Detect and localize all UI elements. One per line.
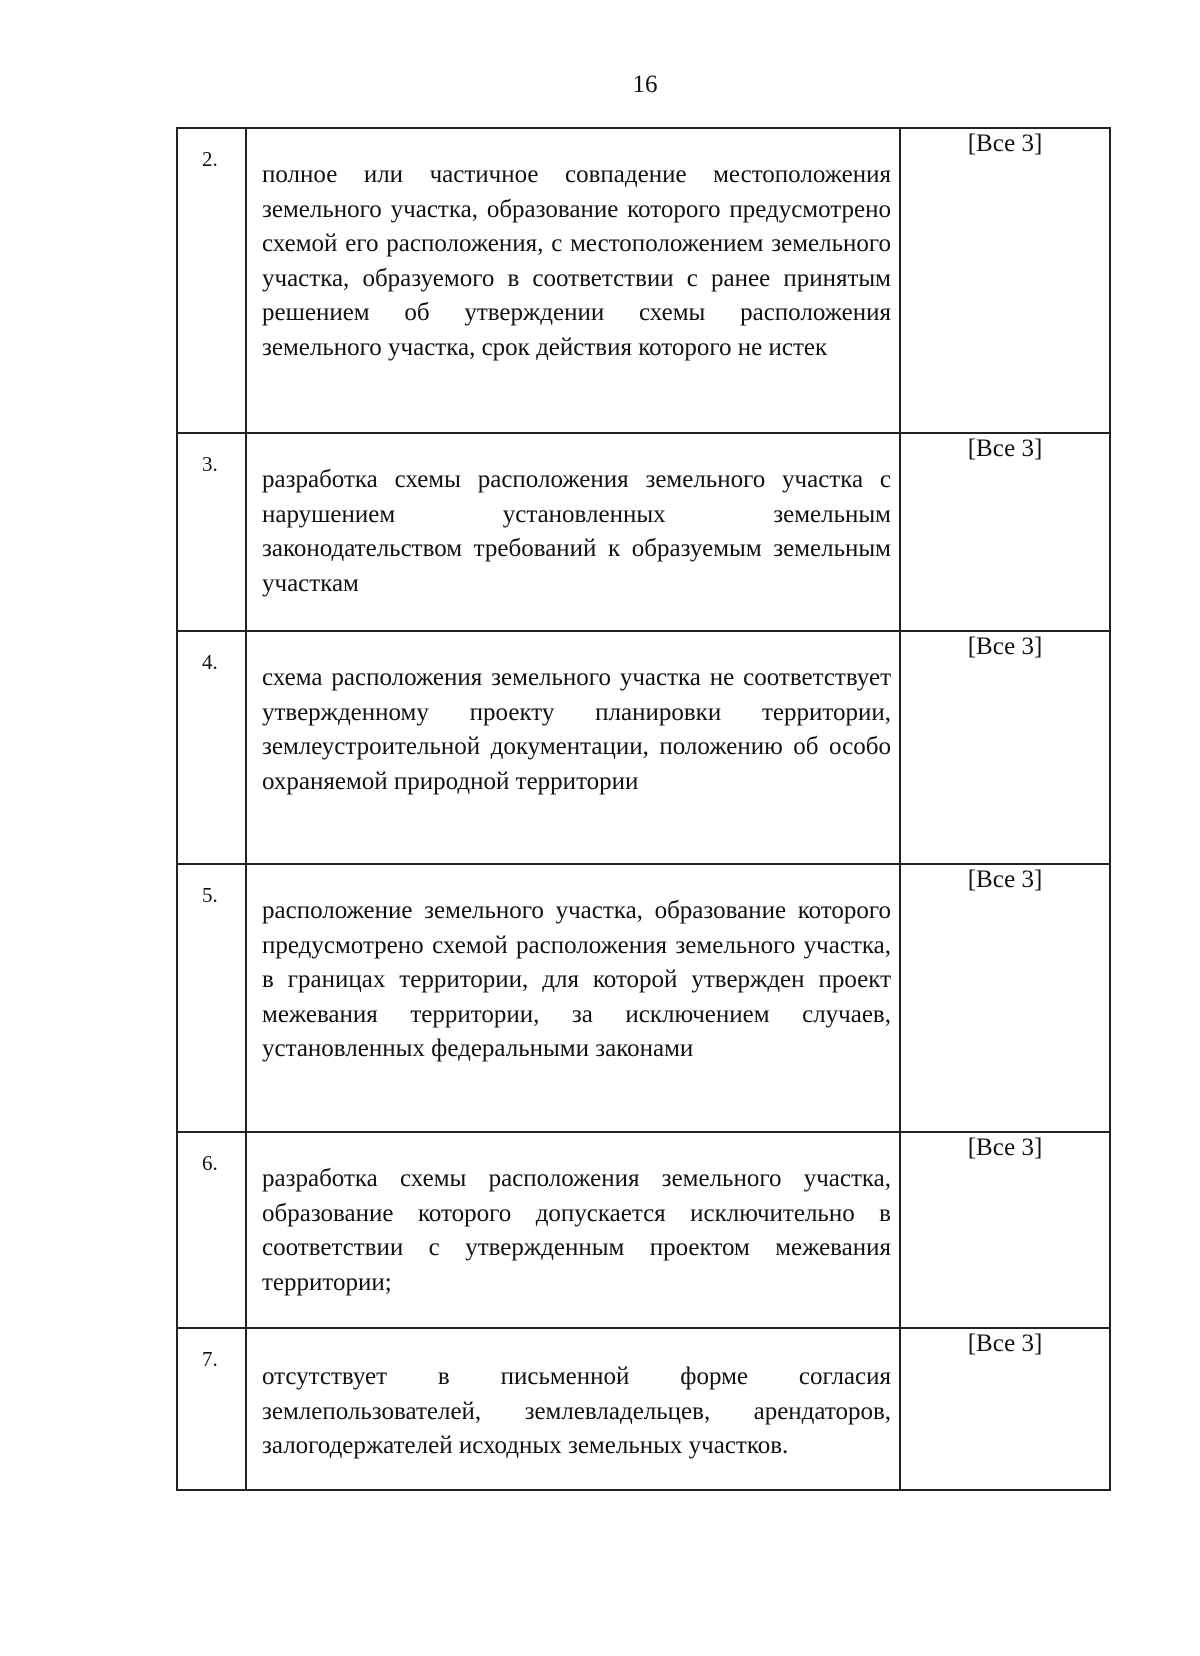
row-text-cell: [246, 864, 900, 1132]
table-row: [177, 433, 1110, 631]
row-text-cell: [246, 631, 900, 864]
page-number: 16: [632, 71, 658, 98]
row-reference: [Все 3]: [967, 866, 1043, 893]
row-number: 7.: [202, 1347, 218, 1371]
row-number-cell: [177, 1132, 246, 1328]
row-text: схема расположения земельного участка не соответствует утвержденному проекту планировки территории, землеустроительной документации, положению об особо охраняемой природной территории: [262, 664, 891, 795]
row-number: 5.: [202, 883, 218, 907]
row-reference: [Все 3]: [967, 1330, 1043, 1357]
row-text-cell: [246, 1132, 900, 1328]
row-number: 3.: [202, 452, 218, 476]
row-number-cell: [177, 128, 246, 433]
row-text: разработка схемы расположения земельного участка, образование которого допускается исключительно в соответствии с утвержденным проектом межевания территории;: [262, 1165, 891, 1296]
table-row: [177, 631, 1110, 864]
row-text: разработка схемы расположения земельного участка с нарушением установленных земельным законодательством требований к образуемым земельным участкам: [262, 466, 891, 597]
table-row: [177, 864, 1110, 1132]
row-reference-cell: [900, 864, 1110, 1132]
row-text-cell: [246, 128, 900, 433]
table-row: [177, 128, 1110, 433]
row-number: 6.: [202, 1151, 218, 1175]
table-row: [177, 1328, 1110, 1490]
row-text: полное или частичное совпадение местоположения земельного участка, образование которого предусмотрено схемой его расположения, с местоположением земельного участка, образуемого в соответствии с ранее принятым решением об утверждении схемы расположения земельного участка, срок действия которого не истек: [262, 161, 891, 361]
row-number: 2.: [202, 147, 218, 171]
row-text-cell: [246, 1328, 900, 1490]
row-text-cell: [246, 433, 900, 631]
row-number: 4.: [202, 650, 218, 674]
row-reference: [Все 3]: [967, 633, 1043, 660]
row-reference-cell: [900, 128, 1110, 433]
table-row: [177, 1132, 1110, 1328]
row-number-cell: [177, 433, 246, 631]
grounds-table: [176, 127, 1111, 1491]
row-text: отсутствует в письменной форме согласия землепользователей, землевладельцев, арендаторов, залогодержателей исходных земельных участков.: [262, 1363, 891, 1459]
row-reference: [Все 3]: [967, 130, 1043, 157]
row-number-cell: [177, 631, 246, 864]
row-reference: [Все 3]: [967, 435, 1043, 462]
row-number-cell: [177, 1328, 246, 1490]
row-reference-cell: [900, 433, 1110, 631]
row-reference: [Все 3]: [967, 1134, 1043, 1161]
row-reference-cell: [900, 1132, 1110, 1328]
row-number-cell: [177, 864, 246, 1132]
row-reference-cell: [900, 1328, 1110, 1490]
row-reference-cell: [900, 631, 1110, 864]
row-text: расположение земельного участка, образование которого предусмотрено схемой расположения земельного участка, в границах территории, для которой утвержден проект межевания территории, за исключением случаев, установленных федеральными законами: [262, 897, 891, 1062]
